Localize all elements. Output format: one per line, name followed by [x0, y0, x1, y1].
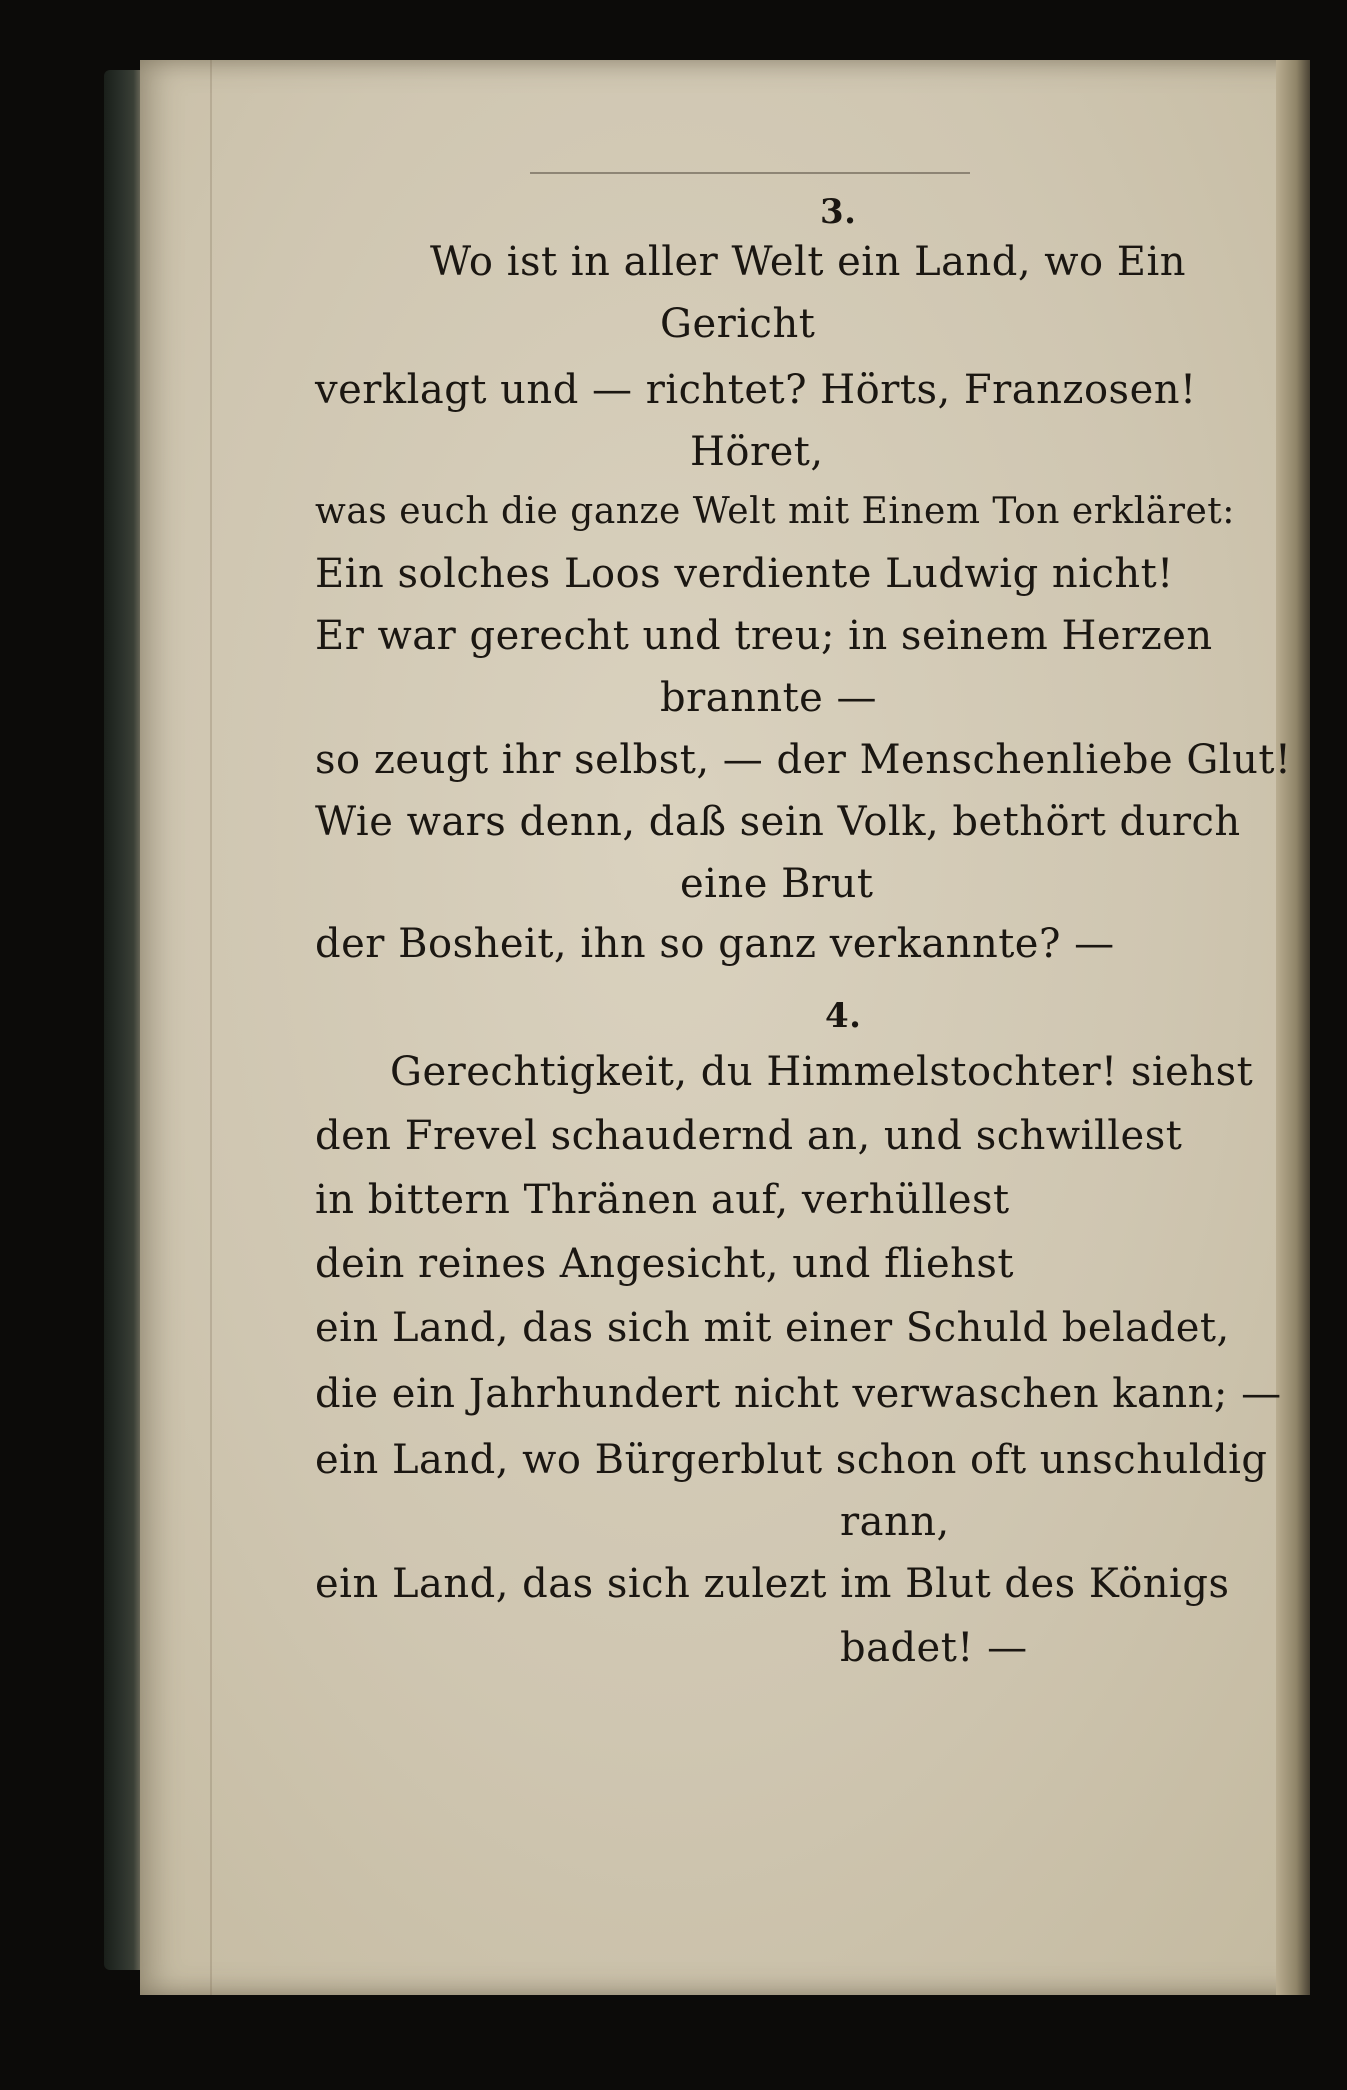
book-page — [140, 60, 1310, 1995]
poem-line: Wo ist in aller Welt ein Land, wo Ein — [430, 239, 1187, 285]
poem-line: Gerechtigkeit, du Himmelstochter! siehst — [390, 1049, 1254, 1095]
poem-line: badet! — — [840, 1625, 1028, 1671]
poem-line: den Frevel schaudernd an, und schwillest — [315, 1113, 1183, 1159]
poem-line: Gericht — [660, 301, 816, 347]
poem-line: brannte — — [660, 675, 878, 721]
stanza-number: 4. — [825, 996, 862, 1036]
poem-line: so zeugt ihr selbst, — der Menschenliebe Glut! — [315, 737, 1292, 783]
poem-line: ein Land, das sich mit einer Schuld beladet, — [315, 1305, 1230, 1351]
poem-line: ein Land, wo Bürgerblut schon oft unschuldig — [315, 1437, 1268, 1483]
poem-line: der Bosheit, ihn so ganz verkannte? — — [315, 921, 1115, 967]
stanza-number: 3. — [820, 192, 857, 232]
poem-line: Höret, — [690, 429, 824, 475]
poem-line: rann, — [840, 1499, 950, 1545]
poem-line: eine Brut — [680, 861, 874, 907]
poem-line: Ein solches Loos verdiente Ludwig nicht! — [315, 551, 1174, 597]
poem-line: dein reines Angesicht, und fliehst — [315, 1241, 1014, 1287]
poem-text — [140, 60, 1310, 1995]
poem-line: ein Land, das sich zulezt im Blut des Königs — [315, 1561, 1230, 1607]
poem-line: was euch die ganze Welt mit Einem Ton erkläret: — [315, 491, 1235, 532]
poem-line: Er war gerecht und treu; in seinem Herzen — [315, 613, 1213, 659]
poem-line: Wie wars denn, daß sein Volk, bethört durch — [315, 799, 1241, 845]
poem-line: die ein Jahrhundert nicht verwaschen kann; — — [315, 1371, 1282, 1417]
poem-line: verklagt und — richtet? Hörts, Franzosen! — [315, 367, 1197, 413]
poem-line: in bittern Thränen auf, verhüllest — [315, 1177, 1010, 1223]
